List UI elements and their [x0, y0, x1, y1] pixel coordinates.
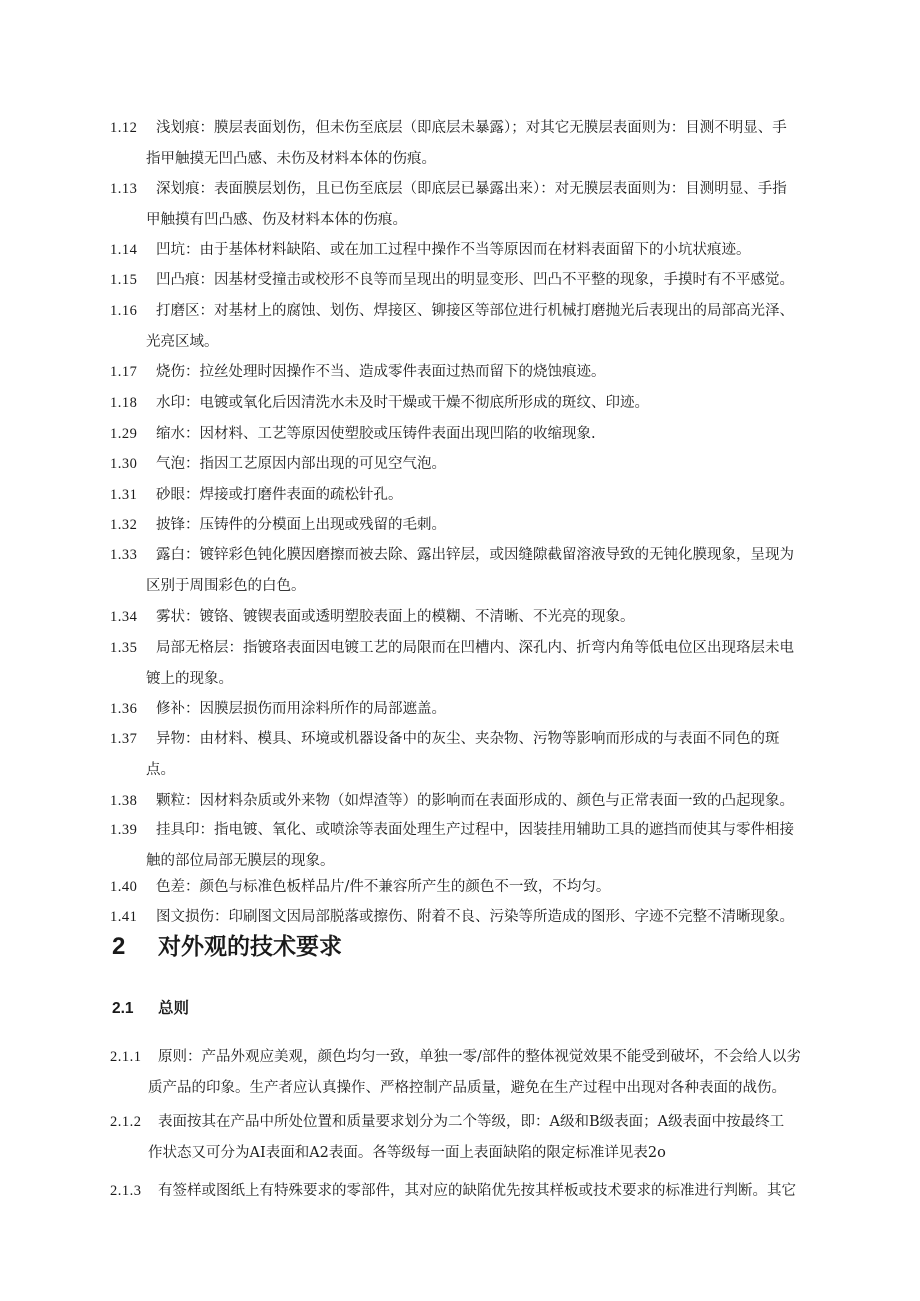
item-number: 1.35: [110, 640, 138, 656]
definition-item: [110, 174, 845, 235]
item-number: 1.37: [110, 731, 138, 747]
clause-paragraph: [110, 1107, 850, 1169]
item-text: 露白：镀锌彩色钝化膜因磨擦而被去除、露出锌层，或因缝隙截留溶液导致的无钝化膜现象，呈现为: [156, 547, 794, 563]
item-text: 色差：颜色与标准色板样品片/件不兼容所产生的颜色不一致，不均匀。: [156, 879, 611, 895]
item-text: 缩水：因材料、工艺等原因使塑胶或压铸件表面出现凹陷的收缩现象.: [156, 426, 596, 442]
item-number: 1.36: [110, 701, 138, 717]
item-number: 1.34: [110, 609, 138, 625]
definition-item: [110, 449, 845, 480]
definition-item: [110, 786, 845, 817]
subsection-heading: [112, 996, 189, 1018]
item-text-cont: 区别于周围彩色的白色。: [146, 577, 306, 594]
definition-item: [110, 480, 845, 511]
item-number: 1.30: [110, 456, 138, 472]
item-number: 1.33: [110, 547, 138, 563]
clause-number: 2.1.3: [110, 1183, 142, 1199]
item-text: 局部无格层：指镀珞表面因电镀工艺的局限而在凹槽内、深孔内、折弯内角等低电位区出现珞层未电: [156, 640, 794, 656]
item-text-cont: 触的部位局部无膜层的现象。: [146, 852, 335, 869]
section-number: 2: [112, 933, 126, 960]
definition-item: [110, 540, 845, 601]
clause-text: 原则：产品外观应美观，颜色均匀一致，单独一零/部件的整体视觉效果不能受到破坏，不会给人以劣: [158, 1049, 801, 1065]
section-heading: [112, 928, 342, 961]
clause-text-cont: 作状态又可分为AI表面和A2表面。各等级每一面上表面缺陷的限定标准详见表2o: [148, 1145, 666, 1161]
item-number: 1.29: [110, 426, 138, 442]
item-text: 异物：由材料、模具、环境或机器设备中的灰尘、夹杂物、污物等影响而形成的与表面不同色的斑: [156, 731, 780, 747]
item-text: 披锋：压铸件的分模面上出现或残留的毛刺。: [156, 517, 446, 533]
item-text-cont: 甲触摸有凹凸感、伤及材料本体的伤痕。: [146, 211, 407, 228]
clause-number: 2.1.1: [110, 1049, 142, 1065]
item-number: 1.17: [110, 364, 138, 380]
item-number: 1.38: [110, 793, 138, 809]
section-title: 对外观的技术要求: [158, 933, 342, 960]
subsection-number: 2.1: [112, 1000, 134, 1017]
definition-item: [110, 694, 845, 725]
item-number: 1.40: [110, 879, 138, 895]
definition-item: [110, 113, 845, 174]
item-number: 1.16: [110, 303, 138, 319]
item-text: 挂具印：指电镀、氧化、或喷涂等表面处理生产过程中，因装挂用辅助工具的遮挡而使其与零件相接: [156, 822, 794, 838]
item-number: 1.13: [110, 181, 138, 197]
clause-paragraph: [110, 1042, 850, 1104]
item-number: 1.18: [110, 395, 138, 411]
definition-item: [110, 602, 845, 633]
item-number: 1.32: [110, 517, 138, 533]
clause-text-cont: 质产品的印象。生产者应认真操作、严格控制产品质量，避免在生产过程中出现对各种表面的战伤。: [148, 1080, 786, 1096]
item-text: 凹坑：由于基体材料缺陷、或在加工过程中操作不当等原因而在材料表面留下的小坑状痕迹。: [156, 242, 751, 258]
item-text: 颗粒：因材料杂质或外来物（如焊渣等）的影响而在表面形成的、颜色与正常表面一致的凸起现象。: [156, 793, 794, 809]
definition-item: [110, 633, 845, 694]
clause-text: 表面按其在产品中所处位置和质量要求划分为二个等级，即：A级和B级表面；A级表面中按最终工: [158, 1114, 785, 1130]
item-text-cont: 指甲触摸无凹凸感、未伤及材料本体的伤痕。: [146, 150, 436, 167]
definition-item: [110, 296, 845, 357]
definition-item: [110, 510, 845, 541]
item-text: 雾状：镀铬、镀锲表面或透明塑胶表面上的模糊、不清晰、不光亮的现象。: [156, 609, 635, 625]
item-text-cont: 镀上的现象。: [146, 670, 233, 687]
item-number: 1.41: [110, 909, 138, 925]
item-text: 浅划痕：膜层表面划伤，但未伤至底层（即底层未暴露）；对其它无膜层表面则为：目测不明显、手: [156, 120, 787, 136]
item-number: 1.31: [110, 487, 138, 503]
item-number: 1.39: [110, 822, 138, 838]
item-number: 1.15: [110, 272, 138, 288]
clause-paragraph: [110, 1176, 850, 1207]
clause-number: 2.1.2: [110, 1114, 142, 1130]
definition-item: [110, 388, 845, 419]
item-text: 砂眼：焊接或打磨件表面的疏松针孔。: [156, 487, 403, 503]
item-text: 深划痕：表面膜层划伤，且已伤至底层（即底层已暴露出来）：对无膜层表面则为：目测明显、手指: [156, 181, 787, 197]
definition-item: [110, 265, 845, 296]
item-text: 凹凸痕：因基材受撞击或校形不良等而呈现出的明显变形、凹凸不平整的现象，手摸时有不平感觉。: [156, 272, 794, 288]
item-number: 1.12: [110, 120, 138, 136]
item-number: 1.14: [110, 242, 138, 258]
definition-item: [110, 872, 845, 903]
item-text: 气泡：指因工艺原因内部出现的可见空气泡。: [156, 456, 446, 472]
item-text-cont: 点。: [146, 761, 175, 778]
definition-item: [110, 724, 845, 785]
item-text: 水印：电镀或氧化后因清洗水未及时干燥或干燥不彻底所形成的斑纹、印迹。: [156, 395, 649, 411]
item-text: 烧伤：拉丝处理时因操作不当、造成零件表面过热而留下的烧蚀痕迹。: [156, 364, 606, 380]
definition-item: [110, 235, 845, 266]
item-text-cont: 光亮区域。: [146, 333, 219, 350]
item-text: 打磨区：对基材上的腐蚀、划伤、焊接区、铆接区等部位进行机械打磨抛光后表现出的局部高光泽、: [156, 303, 794, 319]
definition-item: [110, 815, 845, 876]
clause-text: 有签样或图纸上有特殊要求的零部件，其对应的缺陷优先按其样板或技术要求的标准进行判断。其它: [158, 1183, 796, 1199]
definition-item: [110, 357, 845, 388]
definition-item: [110, 419, 845, 450]
subsection-title: 总则: [158, 999, 190, 1017]
item-text: 图文损伤：印刷图文因局部脱落或擦伤、附着不良、污染等所造成的图形、字迹不完整不清晰现象。: [156, 909, 794, 925]
item-text: 修补：因膜层损伤而用涂料所作的局部遮盖。: [156, 701, 446, 717]
